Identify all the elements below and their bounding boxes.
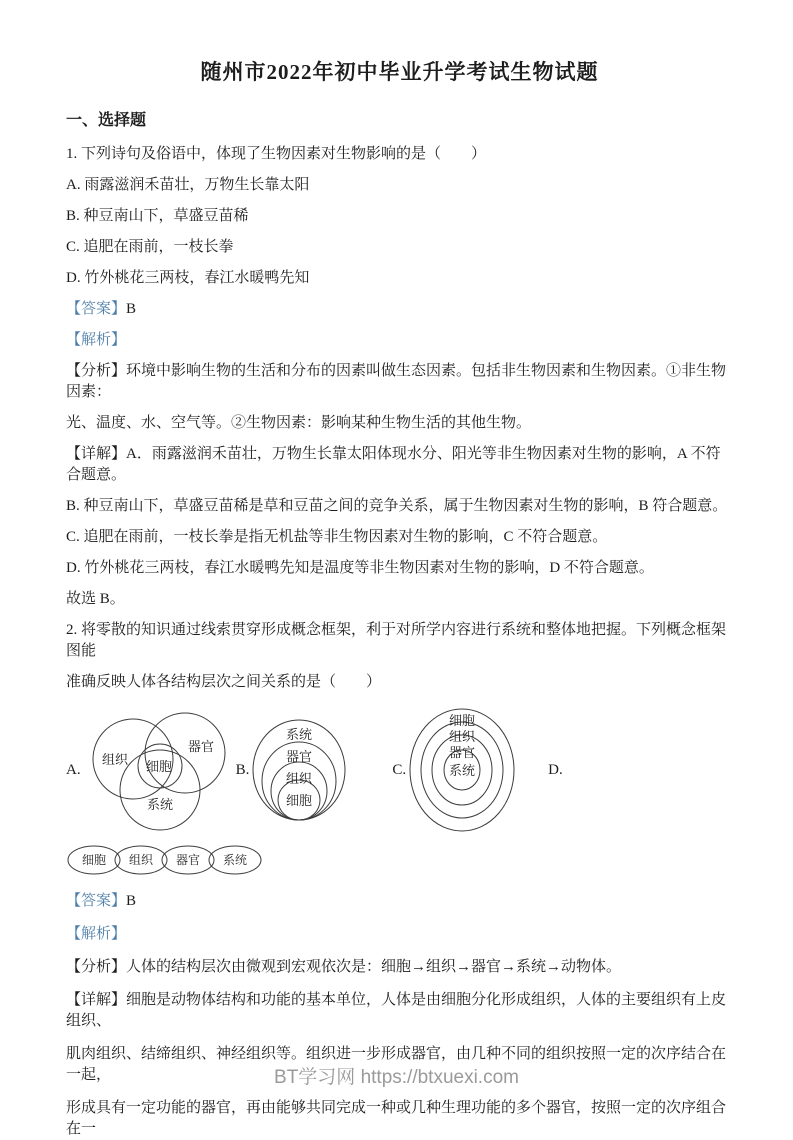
question-2-fenxi-line: 【分析】人体的结构层次由微观到宏观依次是：细胞→组织→器官→系统→动物体。 (66, 959, 622, 975)
cell-label: 细胞 (286, 793, 313, 808)
answer-label: 【答案】 (66, 893, 127, 909)
watermark: BT学习网 https://btxuexi.com (274, 1067, 519, 1088)
question-2-xiangjie-line-2: 肌肉组织、结缔组织、神经组织等。组织进一步形成器官，由几种不同的组织按照一定的次序结合在一起， (66, 1046, 727, 1083)
question-1-option-b: B. 种豆南山下，草盛豆苗稀 (66, 208, 249, 224)
concentric-diagram-option-c (408, 707, 516, 833)
tissue-label: 组织 (128, 853, 154, 867)
question-1-option-d: D. 竹外桃花三两枝，春江水暖鸭先知 (66, 270, 310, 286)
question-1-option-c: C. 追肥在雨前，一枝长拳 (66, 239, 234, 255)
tissue-label: 组织 (286, 771, 313, 786)
question-2-figure-row (66, 707, 733, 833)
question-2-xiangjie-line-1: 【详解】细胞是动物体结构和功能的基本单位，人体是由细胞分化形成组织，人体的主要组织有上皮组织、 (66, 992, 727, 1029)
question-2-answer-row (66, 891, 733, 912)
answer-label: 【答案】 (66, 301, 127, 317)
tissue-label: 组织 (101, 752, 128, 767)
answer-value: B (126, 301, 137, 317)
system-label: 系统 (449, 763, 476, 778)
section-heading: 一、选择题 (66, 112, 147, 129)
tissue-label: 组织 (449, 729, 476, 744)
jiexi-label: 【解析】 (66, 332, 127, 348)
figure-option-label-a: A. (66, 761, 81, 778)
page-title: 随州市2022年初中毕业升学考试生物试题 (200, 60, 599, 84)
cell-label: 细胞 (81, 853, 107, 867)
organ-label: 器官 (187, 739, 214, 754)
system-label: 系统 (222, 853, 248, 867)
question-2-xiangjie-line-3: 形成具有一定功能的器官，再由能够共同完成一种或几种生理功能的多个器官，按照一定的次序组合在一 (66, 1100, 727, 1137)
organ-label: 器官 (286, 749, 313, 764)
figure-option-label-c: C. (392, 761, 407, 778)
system-label: 系统 (286, 727, 313, 742)
question-2-stem-line-1: 2. 将零散的知识通过线索贯穿形成概念框架，利于对所学内容进行系统和整体地把握。下列概念框架图能 (66, 622, 727, 659)
jiexi-label: 【解析】 (66, 926, 127, 942)
question-1-fenxi-line-2: 光、温度、水、空气等。②生物因素：影响某种生物生活的其他生物。 (66, 415, 532, 431)
question-2-jiexi-row (66, 924, 733, 945)
organ-label: 器官 (175, 853, 201, 867)
question-1-fenxi-line-1: 【分析】环境中影响生物的生活和分布的因素叫做生态因素。包括非生物因素和生物因素。①非生物因素： (66, 363, 727, 400)
venn-diagram-option-a (87, 709, 230, 831)
cell-label: 细胞 (449, 713, 476, 728)
nested-diagram-option-b (251, 717, 347, 823)
question-1-answer-row (66, 299, 733, 320)
organ-label: 器官 (449, 745, 476, 760)
figure-option-label-b: B. (235, 761, 250, 778)
question-1-xiangjie-line-2: B. 种豆南山下，草盛豆苗稀是草和豆苗之间的竞争关系，属于生物因素对生物的影响，B 符合题意。 (66, 498, 728, 514)
question-1-stem: 1. 下列诗句及俗语中，体现了生物因素对生物影响的是（ ） (66, 146, 487, 162)
question-1-xiangjie-line-1: 【详解】A．雨露滋润禾苗壮，万物生长靠太阳体现水分、阳光等非生物因素对生物的影响，A 不符合题意。 (66, 446, 721, 483)
answer-value: B (126, 893, 137, 909)
question-1-conclusion: 故选 B。 (66, 591, 125, 607)
cell-label: 细胞 (145, 759, 172, 774)
figure-option-label-d: D. (548, 761, 563, 778)
question-1-jiexi-row (66, 330, 733, 351)
question-2-stem-line-2: 准确反映人体各结构层次之间关系的是（ ） (66, 674, 382, 690)
question-1-xiangjie-line-3: C. 追肥在雨前，一枝长拳是指无机盐等非生物因素对生物的影响，C 不符合题意。 (66, 529, 608, 545)
chain-diagram-option-d (66, 843, 733, 877)
system-label: 系统 (146, 797, 173, 812)
question-1-xiangjie-line-4: D. 竹外桃花三两枝，春江水暖鸭先知是温度等非生物因素对生物的影响，D 不符合题意。 (66, 560, 654, 576)
question-1-option-a: A. 雨露滋润禾苗壮，万物生长靠太阳 (66, 177, 310, 193)
